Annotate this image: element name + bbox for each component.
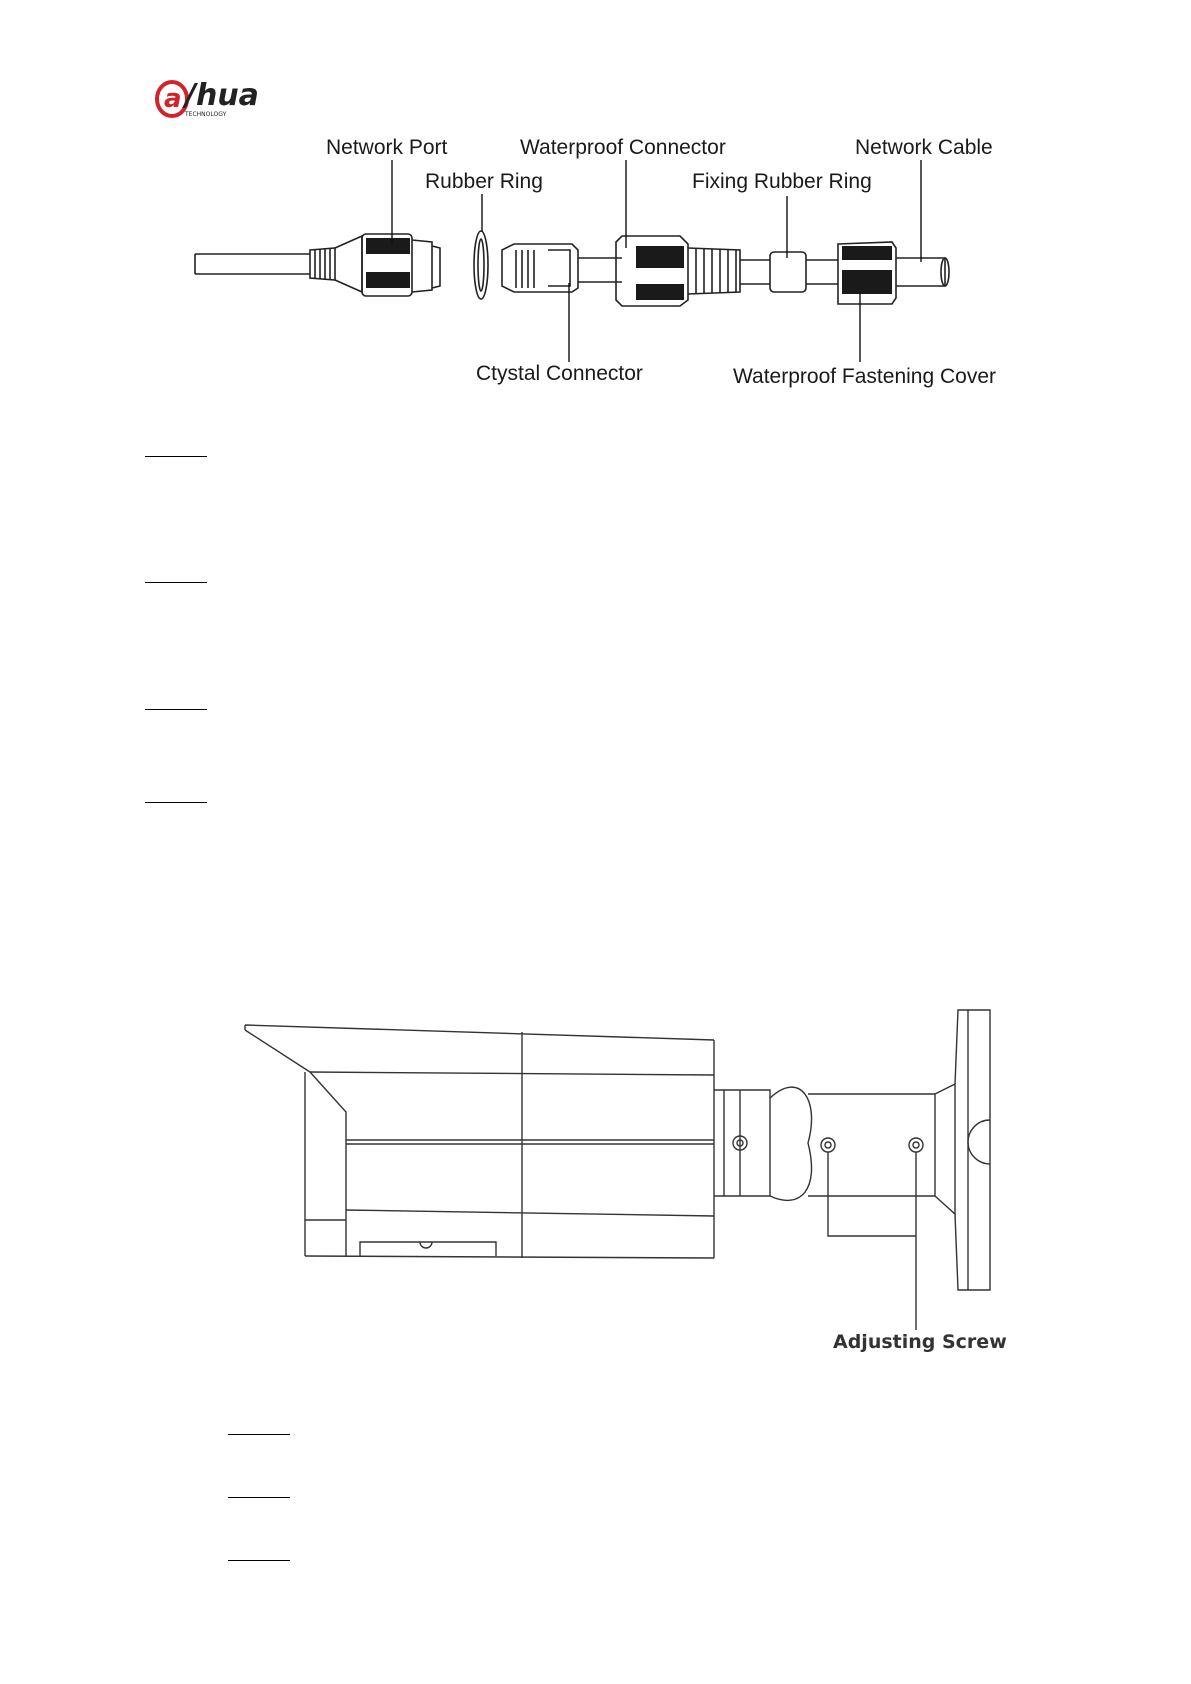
label-rubber-ring: Rubber Ring: [425, 170, 543, 193]
step-marker: [145, 456, 207, 457]
label-adjusting-screw: Adjusting Screw: [833, 1331, 1007, 1353]
svg-text:/hua: /hua: [185, 78, 259, 113]
step-marker: [228, 1434, 290, 1435]
step-marker: [228, 1560, 290, 1561]
step-marker: [145, 709, 207, 710]
step-marker: [228, 1497, 290, 1498]
svg-text:TECHNOLOGY: TECHNOLOGY: [185, 111, 227, 118]
label-crystal-connector: Ctystal Connector: [476, 362, 643, 385]
label-fixing-rubber-ring: Fixing Rubber Ring: [692, 170, 872, 193]
label-network-cable: Network Cable: [855, 136, 993, 159]
label-network-port: Network Port: [326, 136, 448, 159]
network-cable-waterproof-diagram: [0, 0, 1191, 420]
label-waterproof-connector: Waterproof Connector: [520, 136, 726, 159]
label-waterproof-fastening-cover: Waterproof Fastening Cover: [733, 365, 997, 388]
svg-text:a: a: [164, 84, 182, 114]
step-marker: [145, 582, 207, 583]
step-marker: [145, 802, 207, 803]
